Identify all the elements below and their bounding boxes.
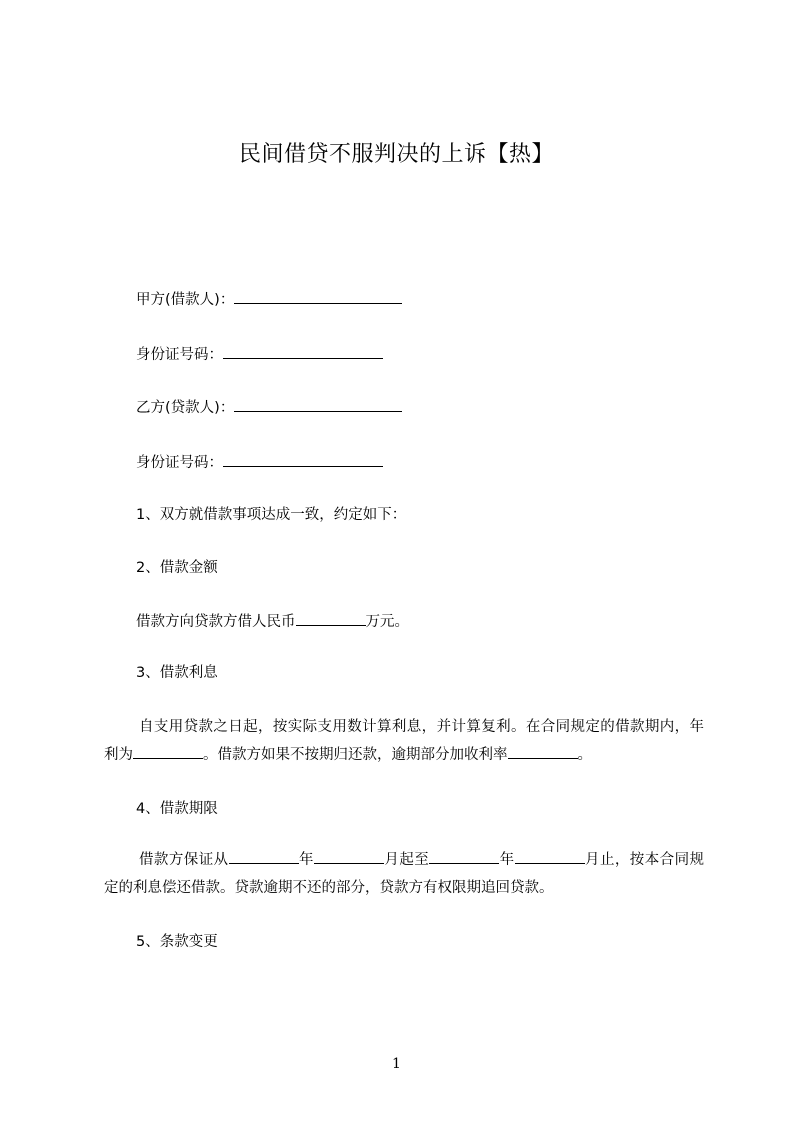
term-blank-4 [515,849,585,864]
term-text-b: 年 [298,852,314,868]
term-text-e: 月止，按本合同规定的利息偿还借款。贷款逾期不还的部分，贷款方有权限期追回贷款。 [104,852,705,896]
interest-blank-2 [508,744,578,759]
item-3-heading: 3、借款利息 [136,665,218,681]
term-paragraph [104,846,704,902]
term-blank-3 [429,849,499,864]
term-text-d: 年 [499,852,515,868]
document-title: 民间借贷不服判决的上诉【热】 [238,142,554,167]
party-a-label: 甲方(借款人)： [136,292,235,308]
amount-text-b: 万元。 [365,614,409,630]
item-5-heading: 5、条款变更 [136,934,218,950]
item-1: 1、双方就借款事项达成一致，约定如下： [136,507,407,523]
amount-text-a: 借款方向贷款方借人民币 [136,614,296,630]
id-blank-1 [223,344,383,359]
party-b-blank [234,397,402,412]
party-b-label: 乙方(贷款人)： [136,400,235,416]
term-text-a: 借款方保证从 [139,852,229,868]
amount-line [136,611,409,633]
party-a-line [136,289,402,311]
id-label-2: 身份证号码： [136,455,223,471]
party-a-blank [234,289,402,304]
interest-paragraph [104,713,704,769]
interest-blank-1 [133,744,203,759]
id-number-line-2 [136,452,383,474]
item-2-heading: 2、借款金额 [136,560,218,576]
amount-blank [296,611,366,626]
id-number-line-1 [136,344,383,366]
id-label-1: 身份证号码： [136,347,223,363]
page-number: 1 [392,1056,401,1072]
id-blank-2 [223,452,383,467]
interest-text-b: 。借款方如果不按期归还款，逾期部分加收利率 [203,747,508,763]
party-b-line [136,397,402,419]
interest-text-a: 自支用贷款之日起，按实际支用数计算利息，并计算复利。在合同规定的借款期内，年利为 [104,719,704,763]
interest-text-c: 。 [577,747,592,763]
term-blank-1 [229,849,299,864]
term-blank-2 [314,849,384,864]
term-text-c: 月起至 [383,852,430,868]
item-4-heading: 4、借款期限 [136,801,218,817]
